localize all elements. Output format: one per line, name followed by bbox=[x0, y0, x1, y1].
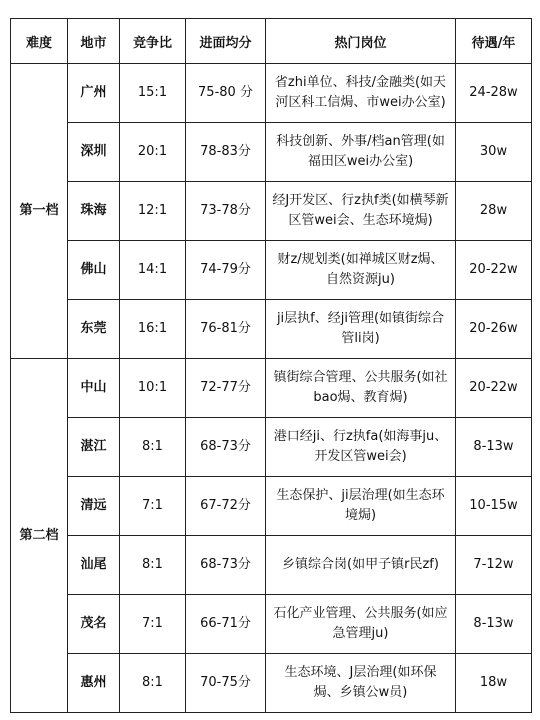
table-row bbox=[11, 64, 532, 123]
ratio-cell: 14:1 bbox=[120, 241, 186, 300]
ratio-cell: 15:1 bbox=[120, 64, 186, 123]
table-row bbox=[11, 595, 532, 654]
header-popular-posts: 热门岗位 bbox=[266, 19, 456, 64]
ratio-cell: 7:1 bbox=[120, 477, 186, 536]
table-row bbox=[11, 123, 532, 182]
table-row bbox=[11, 477, 532, 536]
posts-cell: 省zhi单位、科技/金融类(如天河区科工信焗、市wei办公室) bbox=[266, 64, 456, 123]
score-cell: 70-75分 bbox=[186, 654, 266, 713]
city-cell: 珠海 bbox=[68, 182, 120, 241]
pay-cell: 20-22w bbox=[456, 241, 532, 300]
ratio-cell: 8:1 bbox=[120, 418, 186, 477]
pay-cell: 18w bbox=[456, 654, 532, 713]
ratio-cell: 20:1 bbox=[120, 123, 186, 182]
pay-cell: 8-13w bbox=[456, 418, 532, 477]
score-cell: 66-71分 bbox=[186, 595, 266, 654]
city-cell: 惠州 bbox=[68, 654, 120, 713]
tier-label-second: 第二档 bbox=[11, 359, 68, 713]
posts-cell: 石化产业管理、公共服务(如应急管理ju) bbox=[266, 595, 456, 654]
table-row bbox=[11, 536, 532, 595]
score-cell: 76-81分 bbox=[186, 300, 266, 359]
score-cell: 75-80 分 bbox=[186, 64, 266, 123]
city-cell: 湛江 bbox=[68, 418, 120, 477]
city-cell: 东莞 bbox=[68, 300, 120, 359]
ratio-cell: 7:1 bbox=[120, 595, 186, 654]
pay-cell: 24-28w bbox=[456, 64, 532, 123]
pay-cell: 30w bbox=[456, 123, 532, 182]
table-row bbox=[11, 359, 532, 418]
header-competition-ratio: 竞争比 bbox=[120, 19, 186, 64]
pay-cell: 20-26w bbox=[456, 300, 532, 359]
score-cell: 72-77分 bbox=[186, 359, 266, 418]
score-cell: 68-73分 bbox=[186, 418, 266, 477]
header-city: 地市 bbox=[68, 19, 120, 64]
posts-cell: 镇街综合管理、公共服务(如社bao焗、教育焗) bbox=[266, 359, 456, 418]
score-cell: 78-83分 bbox=[186, 123, 266, 182]
city-cell: 清远 bbox=[68, 477, 120, 536]
city-comparison-table bbox=[10, 18, 532, 713]
city-cell: 广州 bbox=[68, 64, 120, 123]
ratio-cell: 8:1 bbox=[120, 536, 186, 595]
posts-cell: ji层执f、经ji管理(如镇街综合管li岗) bbox=[266, 300, 456, 359]
posts-cell: 经J开发区、行z执f类(如横琴新区管wei会、生态环境焗) bbox=[266, 182, 456, 241]
city-cell: 中山 bbox=[68, 359, 120, 418]
score-cell: 73-78分 bbox=[186, 182, 266, 241]
posts-cell: 财z/规划类(如禅城区财z焗、自然资源ju) bbox=[266, 241, 456, 300]
ratio-cell: 8:1 bbox=[120, 654, 186, 713]
posts-cell: 生态环境、J层治理(如环保焗、乡镇公w员) bbox=[266, 654, 456, 713]
tier-label-first: 第一档 bbox=[11, 64, 68, 359]
ratio-cell: 16:1 bbox=[120, 300, 186, 359]
table-row bbox=[11, 241, 532, 300]
header-row bbox=[11, 19, 532, 64]
table-row bbox=[11, 654, 532, 713]
city-cell: 深圳 bbox=[68, 123, 120, 182]
header-difficulty: 难度 bbox=[11, 19, 68, 64]
header-salary: 待遇/年 bbox=[456, 19, 532, 64]
posts-cell: 港口经ji、行z执fa(如海事ju、开发区管wei会) bbox=[266, 418, 456, 477]
score-cell: 67-72分 bbox=[186, 477, 266, 536]
city-cell: 佛山 bbox=[68, 241, 120, 300]
score-cell: 68-73分 bbox=[186, 536, 266, 595]
comparison-table-container bbox=[10, 18, 531, 713]
ratio-cell: 10:1 bbox=[120, 359, 186, 418]
posts-cell: 生态保护、ji层治理(如生态环境焗) bbox=[266, 477, 456, 536]
pay-cell: 8-13w bbox=[456, 595, 532, 654]
table-row bbox=[11, 300, 532, 359]
table-row bbox=[11, 182, 532, 241]
posts-cell: 乡镇综合岗(如甲子镇r民zf) bbox=[266, 536, 456, 595]
posts-cell: 科技创新、外事/档an管理(如福田区wei办公室) bbox=[266, 123, 456, 182]
score-cell: 74-79分 bbox=[186, 241, 266, 300]
city-cell: 汕尾 bbox=[68, 536, 120, 595]
header-interview-score: 进面均分 bbox=[186, 19, 266, 64]
table-row bbox=[11, 418, 532, 477]
ratio-cell: 12:1 bbox=[120, 182, 186, 241]
pay-cell: 10-15w bbox=[456, 477, 532, 536]
city-cell: 茂名 bbox=[68, 595, 120, 654]
pay-cell: 7-12w bbox=[456, 536, 532, 595]
pay-cell: 28w bbox=[456, 182, 532, 241]
pay-cell: 20-22w bbox=[456, 359, 532, 418]
